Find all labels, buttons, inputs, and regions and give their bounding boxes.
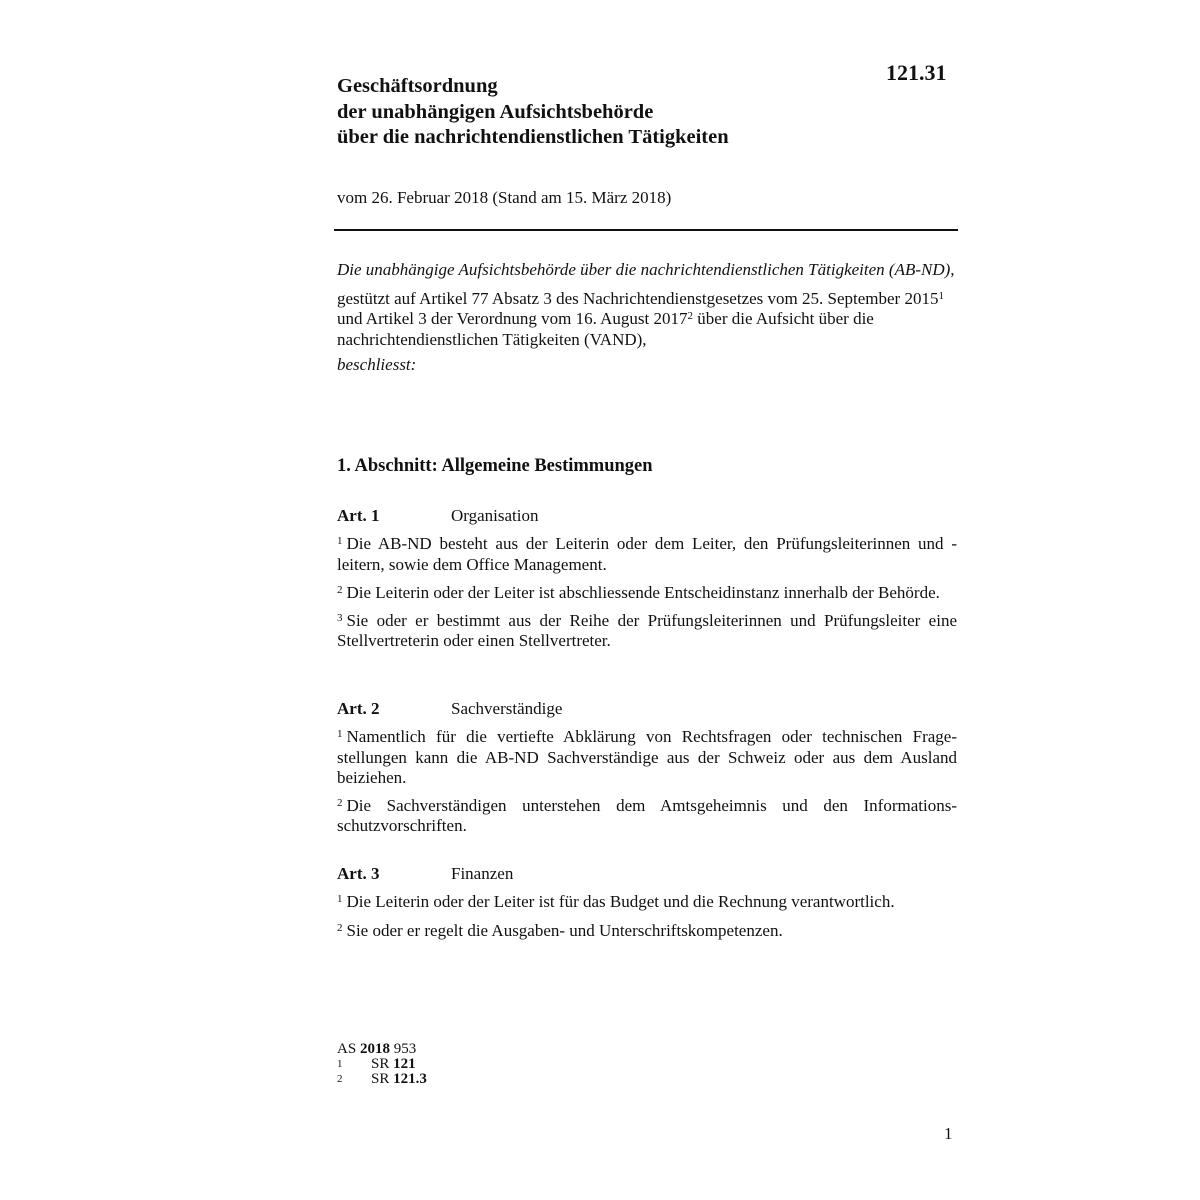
article-title: Organisation: [451, 506, 539, 525]
article-title: Sachverständige: [451, 699, 563, 718]
preamble-basis: [337, 289, 957, 351]
document-title: [337, 74, 897, 151]
article-3: [337, 864, 957, 941]
paragraph-text: Die Leiterin oder der Leiter ist abschliessende Entscheidinstanz innerhalb der Behörde.: [346, 582, 940, 602]
paragraph-text: Namentlich für die vertiefte Abklärung von Rechtsfragen oder technischen Fragestellungen kann die AB-ND Sachverständige aus der Schweiz oder aus dem Ausland beiziehen.: [337, 727, 957, 787]
basis-text: über die Aufsicht über die nachrichtendienstlichen Tätigkeiten (VAND),: [337, 309, 874, 349]
paragraph-number: 1: [337, 893, 343, 906]
footnote-number: 2: [337, 1073, 343, 1085]
date-line: vom 26. Februar 2018 (Stand am 15. März 2018): [337, 188, 672, 207]
paragraph-text: Sie oder er regelt die Ausgaben- und Unterschriftskompetenzen.: [346, 920, 783, 940]
footnote-prefix: SR: [371, 1071, 394, 1087]
title-line: der unabhängigen Aufsichtsbehörde: [337, 100, 654, 123]
paragraph-text: Die AB-ND besteht aus der Leiterin oder dem Leiter, den Prüfungsleiterinnen und -leitern, sowie dem Office Management.: [337, 534, 957, 574]
as-page: 953: [389, 1041, 417, 1057]
footnote-ref-number: 121.3: [393, 1071, 427, 1087]
article-2: [337, 699, 957, 837]
footnotes: [337, 1042, 427, 1087]
paragraph: [337, 727, 957, 788]
article-heading: [337, 699, 957, 719]
footnote: [337, 1057, 427, 1072]
footnote: [337, 1072, 427, 1087]
paragraph-number: 2: [337, 797, 343, 810]
preamble-decides: beschliesst:: [337, 355, 417, 374]
basis-text: gestützt auf Artikel 77 Absatz 3 des Nachrichtendienstgesetzes vom 25. September 2015: [337, 288, 939, 308]
title-line: über die nachrichtendienstlichen Tätigkeiten: [337, 126, 729, 148]
footnote-prefix: SR: [371, 1056, 394, 1072]
sr-number: 121.31: [886, 60, 947, 85]
paragraph-text: Die Sachverständigen unterstehen dem Amtsgeheimnis und den Informationsschutzvorschriften.: [337, 796, 957, 836]
paragraph-number: 1: [337, 535, 343, 548]
preamble: [337, 260, 957, 376]
paragraph: [337, 534, 957, 575]
header-divider: [334, 229, 958, 231]
article-number: Art. 2: [337, 699, 380, 718]
section-heading: 1. Abschnitt: Allgemeine Bestimmungen: [337, 456, 653, 476]
article-number: Art. 3: [337, 864, 380, 883]
article-number: Art. 1: [337, 506, 380, 525]
as-prefix: AS: [337, 1041, 360, 1057]
official-compilation-ref: [337, 1042, 427, 1057]
article-heading: [337, 864, 957, 884]
paragraph-number: 1: [337, 728, 343, 741]
article-heading: [337, 506, 957, 526]
paragraph: [337, 921, 957, 941]
paragraph-text: Die Leiterin oder der Leiter ist für das Budget und die Rechnung verantwortlich.: [346, 892, 895, 912]
paragraph: [337, 892, 957, 912]
title-line: Geschäftsordnung: [337, 75, 498, 97]
paragraph-number: 2: [337, 921, 343, 934]
footnote-number: 1: [337, 1058, 343, 1070]
paragraph: [337, 796, 957, 837]
paragraph: [337, 583, 957, 603]
paragraph-number: 2: [337, 583, 343, 596]
article-1: [337, 506, 957, 652]
article-title: Finanzen: [451, 864, 514, 883]
basis-text: und Artikel 3 der Verordnung vom 16. August 2017: [337, 309, 688, 328]
paragraph: [337, 611, 957, 652]
paragraph-number: 3: [337, 612, 343, 625]
footnote-ref: 1: [938, 289, 944, 302]
page-number: 1: [944, 1124, 953, 1143]
as-year: 2018: [359, 1041, 390, 1057]
preamble-authority: Die unabhängige Aufsichtsbehörde über die nachrichtendienstlichen Tätigkeiten (AB-ND),: [337, 260, 955, 279]
footnote-ref-number: 121: [393, 1056, 416, 1072]
paragraph-text: Sie oder er bestimmt aus der Reihe der Prüfungsleiterinnen und Prüfungsleiter eine Stellvertreterin oder einen Stellvertreter.: [337, 611, 957, 651]
footnote-ref: 2: [687, 310, 694, 322]
